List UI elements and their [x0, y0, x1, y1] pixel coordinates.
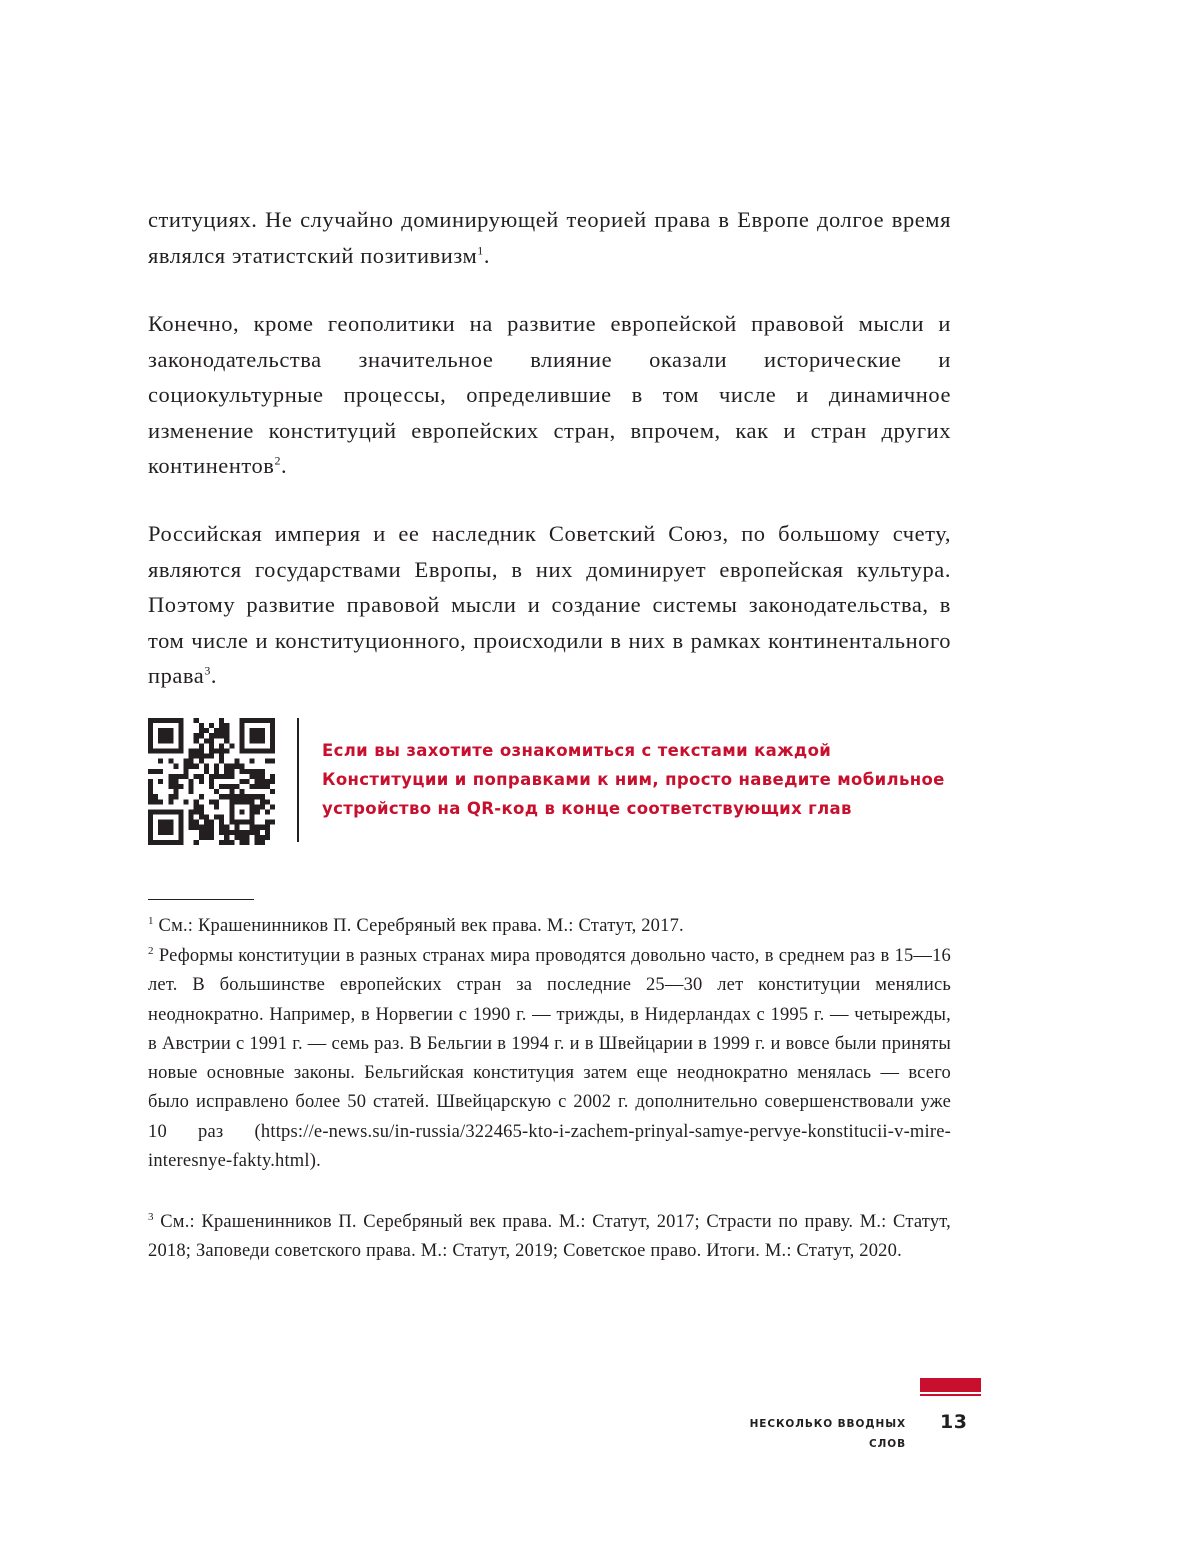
page-number: 13	[940, 1411, 968, 1433]
body-paragraph-2	[148, 306, 951, 484]
footnote-number: 3	[148, 1210, 154, 1223]
paragraph-text: ституциях. Не случайно доминирующей теорией права в Европе долгое время являлся этатистский позитивизм	[148, 207, 951, 268]
footnote-2	[148, 942, 951, 1176]
footnote-3	[148, 1208, 951, 1267]
section-marker	[920, 1378, 981, 1392]
running-title: НЕСКОЛЬКО ВВОДНЫХ СЛОВ	[749, 1418, 906, 1450]
section-marker-line	[920, 1394, 981, 1396]
footnote-separator	[148, 899, 254, 900]
footnote-1	[148, 912, 951, 941]
footnote-text: См.: Крашенинников П. Серебряный век права. М.: Статут, 2017; Страсти по праву. М.: Статут, 2018; Заповеди советского права. М.: Статут, 2019; Советское право. Итоги. М.: Статут, 2020.	[148, 1212, 951, 1262]
qr-callout-text: Если вы захотите ознакомиться с текстами каждой Конституции и поправками к ним, просто наведите мобильное устройство на QR-код в конце соответствующих глав	[322, 741, 945, 818]
footnote-ref-1[interactable]: 1	[477, 243, 484, 257]
body-paragraph-3	[148, 516, 951, 694]
paragraph-end: .	[483, 242, 491, 268]
footnote-number: 2	[148, 944, 154, 957]
footnote-ref-3[interactable]: 3	[204, 663, 211, 678]
paragraph-end: .	[210, 663, 218, 688]
paragraph-end: .	[281, 453, 288, 478]
paragraph-text: Конечно, кроме геополитики на развитие европейской правовой мысли и законодательства значительное влияние оказали исторические и социокультурные процессы, определившие в том числе и динамичное изменение конституций европейских стран, впрочем, как и стран других континентов	[148, 311, 951, 478]
footnote-number: 1	[148, 914, 154, 927]
footnote-ref-2[interactable]: 2	[274, 453, 282, 468]
qr-code-icon[interactable]	[148, 718, 275, 845]
callout-divider	[297, 718, 299, 842]
footnote-text: См.: Крашенинников П. Серебряный век права. М.: Статут, 2017.	[158, 916, 684, 936]
paragraph-text: Российская империя и ее наследник Советский Союз, по большому счету, являются государствами Европы, в них доминирует европейская культура. Поэтому развитие правовой мысли и создание системы законодательства, в том числе и конституционного, происходили в них в рамках континентального права	[148, 521, 951, 688]
footnote-text: Реформы конституции в разных странах мира проводятся довольно часто, в среднем раз в 15—16 лет. В большинстве европейских стран за последние 25—30 лет конституции менялись неоднократно. Например, в Норвегии с 1990 г. — трижды, в Нидерландах с 1995 г. — четырежды, в Австрии с 1991 г. — семь раз. В Бельгии в 1994 г. и в Швейцарии в 1999 г. и вовсе были приняты новые основные законы. Бельгийская конституция затем еще неоднократно менялась — всего было исправлено более 50 статей. Швейцарскую с 2002 г. дополнительно совершенствовали уже 10 раз (https://e-news.su/in-russia/322465-kto-i-zachem-prinyal-samye-pervye-konstitucii-v-mire-interesnye-fakty.html).	[148, 946, 951, 1172]
body-paragraph-1	[148, 202, 951, 273]
